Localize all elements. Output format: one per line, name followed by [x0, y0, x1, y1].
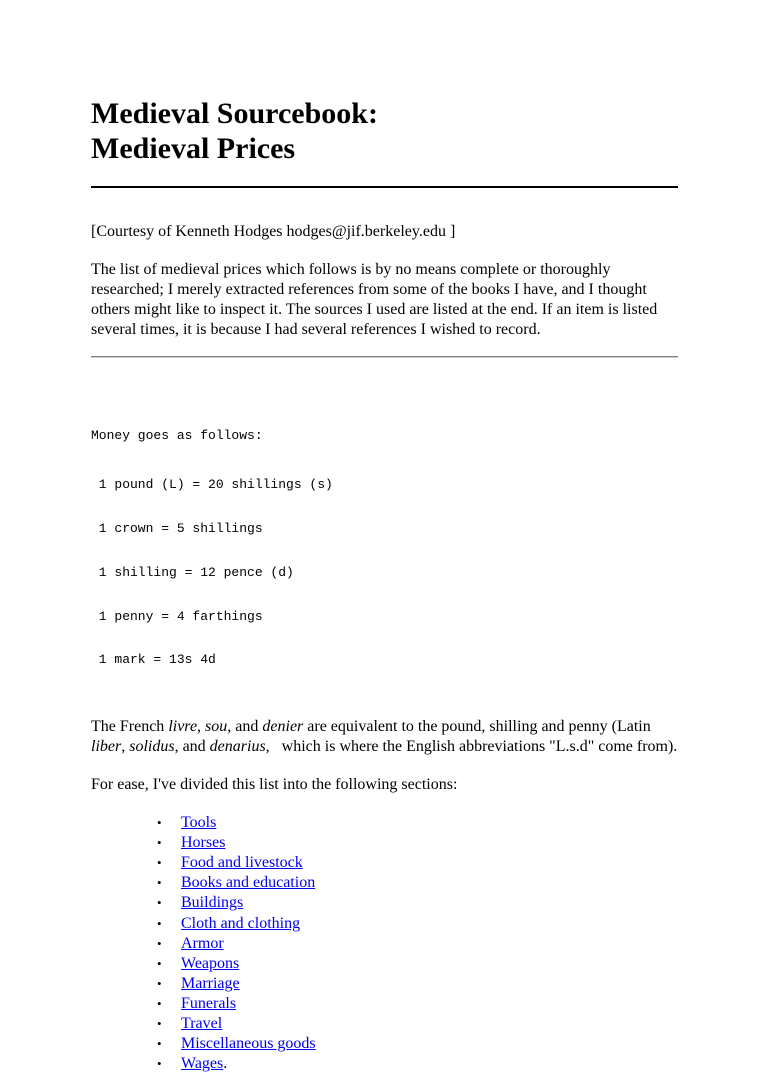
link-horses[interactable]: Horses	[181, 834, 226, 852]
bullet-icon: •	[157, 975, 162, 991]
sections-list	[91, 813, 678, 1074]
money-line: 1 crown = 5 shillings	[91, 520, 263, 536]
list-item	[91, 833, 678, 853]
section-divider	[91, 356, 678, 358]
link-buildings[interactable]: Buildings	[181, 894, 244, 912]
money-line: 1 pound (L) = 20 shillings (s)	[91, 477, 333, 493]
text-run: , which is where the English abbreviations "L.s.d" come from).	[265, 738, 678, 756]
list-item	[91, 1014, 678, 1034]
list-item	[91, 994, 678, 1014]
list-item	[91, 914, 678, 934]
sections-intro: For ease, I've divided this list into the following sections:	[91, 776, 458, 794]
link-books-and-education[interactable]: Books and education	[181, 874, 316, 892]
list-item	[91, 974, 678, 994]
money-line: 1 mark = 13s 4d	[91, 652, 216, 668]
intro-paragraph: The list of medieval prices which follows is by no means complete or thoroughly researched; I merely extracted references from some of the books I have, and I thought others might like to inspect it. The sources I used are listed at the end. If an item is listed several times, it is because I had several references I wished to record.	[91, 261, 658, 338]
term-livre: livre	[168, 718, 198, 736]
list-item	[91, 1034, 678, 1054]
term-denier: denier	[262, 718, 304, 736]
money-heading: Money goes as follows:	[91, 428, 263, 443]
bullet-icon: •	[157, 1016, 162, 1032]
link-armor[interactable]: Armor	[181, 934, 224, 952]
title-divider	[91, 186, 678, 188]
text-run: ,	[121, 738, 130, 756]
bullet-icon: •	[157, 1056, 162, 1072]
page-title	[91, 96, 678, 166]
link-wages[interactable]: Wages	[181, 1055, 224, 1073]
bullet-icon: •	[157, 935, 162, 951]
bullet-icon: •	[157, 815, 162, 831]
text-run: , and	[227, 718, 263, 736]
bullet-icon: •	[157, 955, 162, 971]
document-body	[91, 96, 678, 1074]
link-funerals[interactable]: Funerals	[181, 994, 237, 1012]
french-equivalents-paragraph	[91, 717, 678, 757]
bullet-icon: •	[157, 995, 162, 1011]
money-conversion-list	[91, 449, 678, 697]
text-run: The French	[91, 718, 169, 736]
bullet-icon: •	[157, 915, 162, 931]
link-tools[interactable]: Tools	[181, 814, 217, 832]
text-run: are equivalent to the pound, shilling and penny (Latin	[303, 718, 651, 736]
link-marriage[interactable]: Marriage	[181, 974, 240, 992]
link-travel[interactable]: Travel	[181, 1015, 223, 1033]
money-line: 1 penny = 4 farthings	[91, 608, 263, 624]
list-item	[91, 873, 678, 893]
term-sou: sou	[205, 718, 228, 736]
trailing-period: .	[223, 1055, 228, 1073]
list-item	[91, 893, 678, 913]
courtesy-line: [Courtesy of Kenneth Hodges hodges@jif.berkeley.edu ]	[91, 223, 456, 240]
bullet-icon: •	[157, 895, 162, 911]
bullet-icon: •	[157, 835, 162, 851]
term-solidus: solidus	[129, 738, 175, 756]
list-item	[91, 853, 678, 873]
link-weapons[interactable]: Weapons	[181, 954, 240, 972]
text-run: ,	[197, 718, 206, 736]
link-miscellaneous-goods[interactable]: Miscellaneous goods	[181, 1035, 316, 1053]
bullet-icon: •	[157, 875, 162, 891]
term-liber: liber	[91, 738, 122, 756]
list-item	[91, 934, 678, 954]
list-item	[91, 813, 678, 833]
text-run: , and	[174, 738, 210, 756]
bullet-icon: •	[157, 1036, 162, 1052]
list-item	[91, 1054, 678, 1074]
term-denarius: denarius	[209, 738, 266, 756]
link-cloth-and-clothing[interactable]: Cloth and clothing	[181, 914, 301, 932]
title-line-1: Medieval Sourcebook:	[91, 97, 378, 130]
link-food-and-livestock[interactable]: Food and livestock	[181, 854, 303, 872]
money-line: 1 shilling = 12 pence (d)	[91, 564, 294, 580]
list-item	[91, 954, 678, 974]
title-line-2: Medieval Prices	[91, 132, 296, 165]
bullet-icon: •	[157, 855, 162, 871]
